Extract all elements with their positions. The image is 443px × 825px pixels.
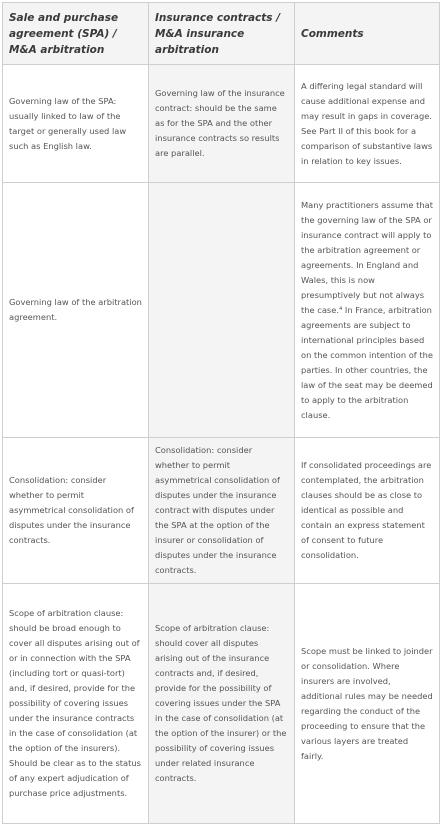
cell-insurance bbox=[149, 584, 295, 824]
cell-comments bbox=[295, 65, 440, 183]
cell-text: Scope must be linked to joinder or consolidation. Where insurers are involved, additional rules may be needed regarding the conduct of the proceeding to ensure that the various layers are treated fairly. bbox=[301, 645, 433, 761]
table-row bbox=[3, 584, 440, 824]
cell-comments bbox=[295, 183, 440, 438]
cell-text: If consolidated proceedings are contemplated, the arbitration clauses should be as close to identical as possible and contain an express statement of consent to future consolidation. bbox=[301, 460, 432, 560]
cell-text: Governing law of the arbitration agreement. bbox=[9, 297, 142, 322]
cell-text: Scope of arbitration clause: should be broad enough to cover all disputes arising out of or in connection with the SPA (including tort or quasi-tort) and, if desired, provide for the possibility of covering issues under the insurance contracts in the case of consolidation (at the option of the insurers). Should be clear as to the status of any expert adjudication of purchase price adjustments. bbox=[9, 608, 141, 798]
cell-text: Scope of arbitration clause: should cover all disputes arising out of the insurance contracts and, if desired, provide for the possibility of covering issues under the SPA in the case of consolidation (at the option of the insurer) or the possibility of covering issues under related insurance contracts. bbox=[155, 623, 287, 783]
header-spa-arbitration: Sale and purchase agreement (SPA) / M&A arbitration bbox=[3, 3, 149, 65]
cell-insurance bbox=[149, 65, 295, 183]
cell-spa bbox=[3, 584, 149, 824]
table-row bbox=[3, 65, 440, 183]
table-row bbox=[3, 438, 440, 584]
header-comments: Comments bbox=[295, 3, 440, 65]
cell-insurance bbox=[149, 183, 295, 438]
header-row bbox=[3, 3, 440, 65]
cell-text: Governing law of the insurance contract: should be the same as for the SPA and the other insurance contracts so results are parallel. bbox=[155, 88, 285, 158]
cell-comments bbox=[295, 438, 440, 584]
cell-spa bbox=[3, 65, 149, 183]
cell-text: Consolidation: consider whether to permit asymmetrical consolidation of disputes under the insurance contract with disputes under the SPA at the option of the insurer or consolidation of disputes under the insurance contracts. bbox=[155, 445, 280, 575]
header-insurance-arbitration: Insurance contracts / M&A insurance arbitration bbox=[149, 3, 295, 65]
cell-text: Governing law of the SPA: usually linked to law of the target or generally used law such as English law. bbox=[9, 95, 127, 151]
cell-spa bbox=[3, 438, 149, 584]
comparison-table bbox=[2, 2, 440, 824]
cell-text: Consolidation: consider whether to permit asymmetrical consolidation of disputes under the insurance contracts. bbox=[9, 475, 134, 545]
cell-text: Many practitioners assume that the governing law of the SPA or insurance contract will apply to the arbitration agreement or agreements. In England and Wales, this is now presumptively but not always the case.⁴ In France, arbitration agreements are subject to international principles based on the common intention of the parties. In other countries, the law of the seat may be deemed to apply to the arbitration clause. bbox=[301, 199, 433, 420]
cell-spa bbox=[3, 183, 149, 438]
table-row bbox=[3, 183, 440, 438]
cell-text: A differing legal standard will cause additional expense and may result in gaps in coverage. See Part II of this book for a comparison of substantive laws in relation to key issues. bbox=[301, 80, 433, 166]
cell-comments bbox=[295, 584, 440, 824]
cell-insurance bbox=[149, 438, 295, 584]
